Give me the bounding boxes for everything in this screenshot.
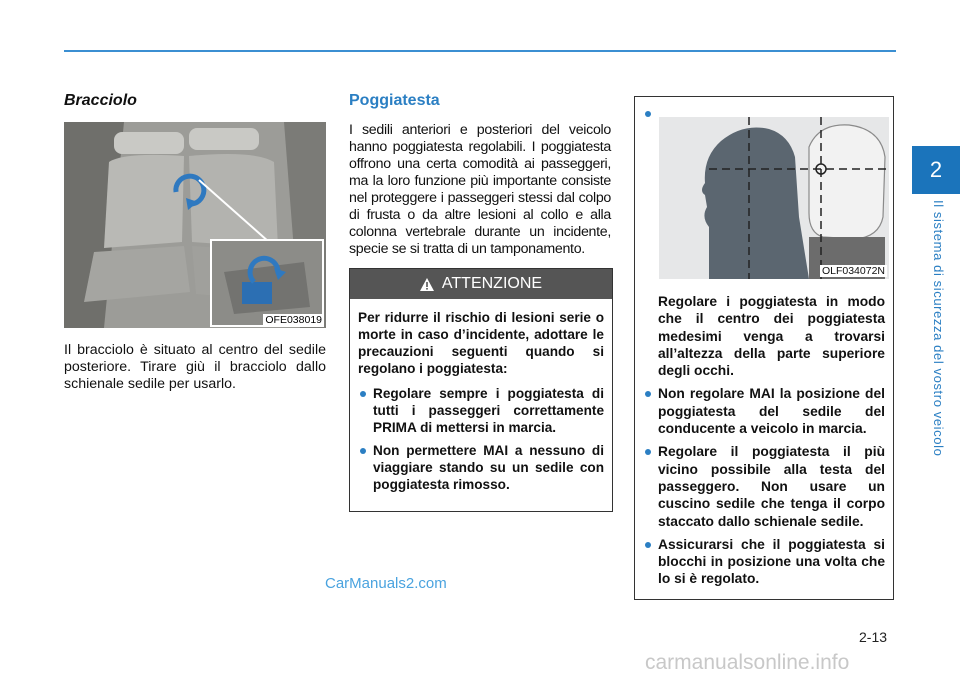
armrest-title: Bracciolo xyxy=(64,92,137,109)
warning-box xyxy=(349,268,613,512)
adjust-intro: Regolare i poggiatesta in modo che il centro dei poggiatesta medesimi venga a trovarsi all’altezza della parte superiore degli occhi. xyxy=(658,294,885,379)
headrest-section xyxy=(349,92,611,512)
warning-body xyxy=(350,299,612,511)
adjust-bullet-lead xyxy=(643,105,885,117)
chapter-tab[interactable]: 2 xyxy=(912,146,960,194)
armrest-text: Il bracciolo è situato al centro del sedile posteriore. Tirare giù il bracciolo dallo schienale sedile per usarlo. xyxy=(64,342,326,392)
armrest-section xyxy=(64,92,326,393)
list-item: Assicurarsi che il poggiatesta si blocchi in posizione una volta che lo si è regolato. xyxy=(643,536,885,588)
list-item xyxy=(643,105,885,117)
list-item: Non permettere MAI a nessuno di viaggiare stando su un sedile con poggiatesta rimosso. xyxy=(358,442,604,493)
header-rule xyxy=(64,50,896,52)
chapter-title: Il sistema di sicurezza del vostro veicolo xyxy=(931,200,946,457)
headrest-title: Poggiatesta xyxy=(349,92,440,109)
list-item: Regolare sempre i poggiatesta di tutti i passeggeri correttamente PRIMA di mettersi in marcia. xyxy=(358,385,604,436)
site-watermark: carmanualsonline.info xyxy=(645,651,850,674)
headrest-diagram xyxy=(659,117,889,279)
warning-list xyxy=(358,385,604,493)
warning-heading: ATTENZIONE xyxy=(441,275,543,292)
adjust-list xyxy=(643,385,885,587)
headrest-text: I sedili anteriori e posteriori del veicolo hanno poggiatesta regolabili. I poggiatesta offrono una certa comodità ai passeggeri, ma la loro funzione più importante consiste nel proteggere i passeggeri stessi dal colpo di frusta o da altre lesioni al collo e alla colonna vertebrale durante un incidente, specie se si tratta di un tamponamento. xyxy=(349,122,611,257)
diagram-image-code: OLF034072N xyxy=(821,265,885,277)
head-position-illustration xyxy=(659,117,889,279)
watermark-link[interactable]: CarManuals2.com xyxy=(325,575,447,592)
page-number: 2-13 xyxy=(859,629,888,645)
warning-intro: Per ridurre il rischio di lesioni serie o morte in caso d’incidente, adottare le precauzioni seguenti quando si regolano i poggiatesta: xyxy=(358,310,604,376)
adjust-box xyxy=(634,96,894,600)
warning-header xyxy=(350,269,612,299)
rear-seat-illustration xyxy=(64,122,326,328)
armrest-image-code: OFE038019 xyxy=(265,314,322,326)
armrest-photo xyxy=(64,122,326,328)
list-item: Regolare il poggiatesta il più vicino possibile alla testa del passeggero. Non usare un cuscino sedile che tenga il corpo staccato dallo schienale sedile. xyxy=(643,443,885,529)
warning-triangle-icon xyxy=(420,278,434,291)
list-item: Non regolare MAI la posizione del poggiatesta del sedile del conducente a veicolo in marcia. xyxy=(643,385,885,437)
